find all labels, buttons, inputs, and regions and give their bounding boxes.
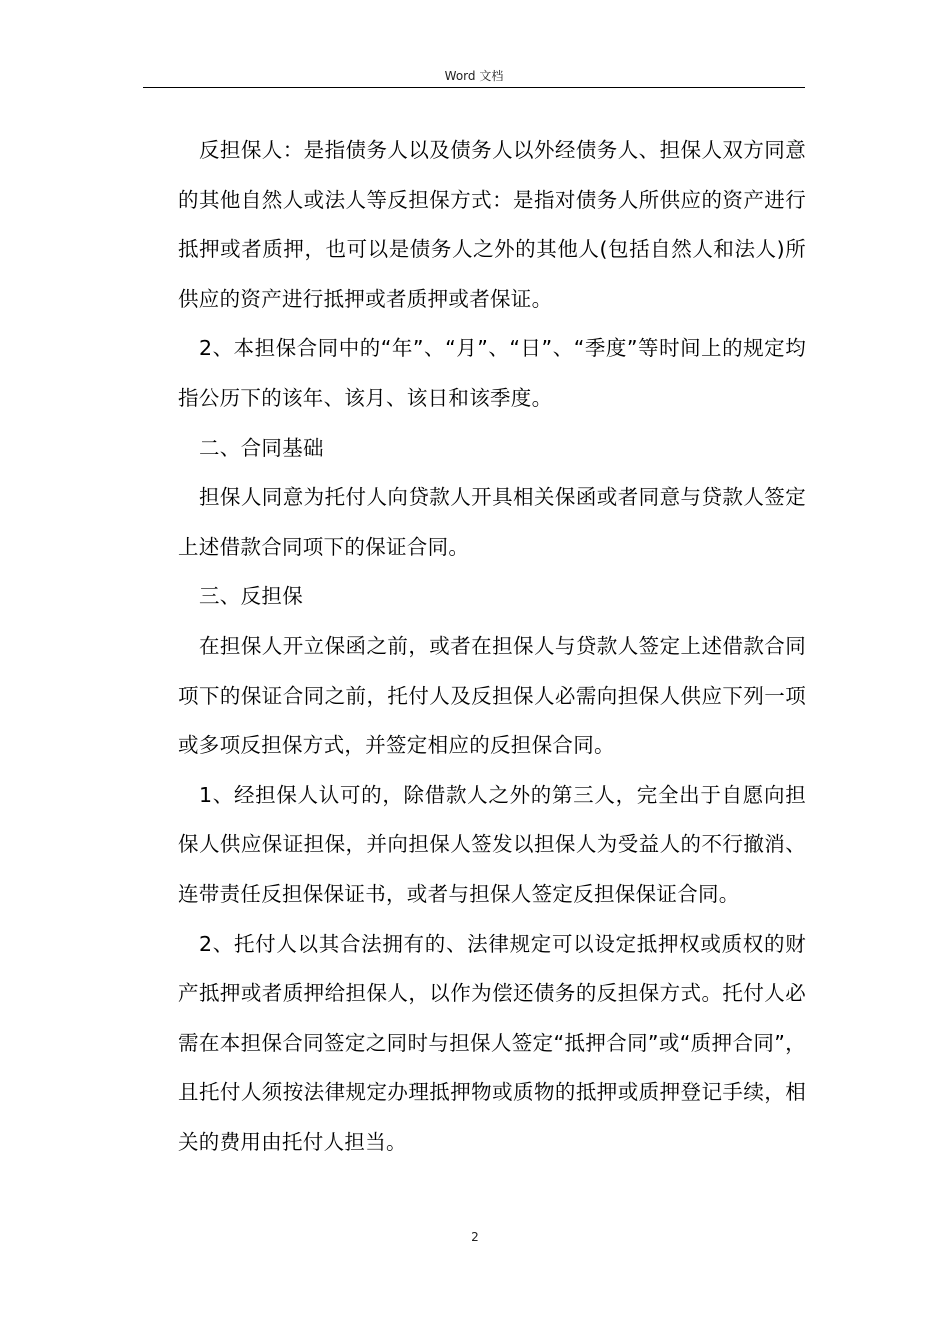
page-number: 2 (471, 1230, 479, 1244)
paragraph-contract-basis: 担保人同意为托付人向贷款人开具相关保函或者同意与贷款人签定上述借款合同项下的保证合同。 (178, 485, 806, 559)
paragraph-counter-guarantor-definition: 反担保人：是指债务人以及债务人以外经债务人、担保人双方同意的其他自然人或法人等反担保方式：是指对债务人所供应的资产进行抵押或者质押，也可以是债务人之外的其他人(包括自然人和法人)所供应的资产进行抵押或者质押或者保证。 (178, 138, 806, 311)
paragraph-item-1-third-party-guarantee: 1、经担保人认可的，除借款人之外的第三人，完全出于自愿向担保人供应保证担保，并向担保人签发以担保人为受益人的不行撤消、连带责任反担保保证书，或者与担保人签定反担保保证合同。 (178, 782, 806, 906)
section-heading-counter-guarantee: 三、反担保 (199, 584, 303, 609)
page-header: Word 文档 (444, 69, 504, 83)
paragraph-item-2-mortgage-pledge: 2、托付人以其合法拥有的、法律规定可以设定抵押权或质权的财产抵押或者质押给担保人，以作为偿还债务的反担保方式。托付人必需在本担保合同签定之同时与担保人签定“抵押合同”或“质押合同”，且托付人须按法律规定办理抵押物或质物的抵押或质押登记手续，相关的费用由托付人担当。 (178, 931, 806, 1154)
document-body (178, 126, 806, 1167)
paragraph-counter-guarantee-intro: 在担保人开立保函之前，或者在担保人与贷款人签定上述借款合同项下的保证合同之前，托付人及反担保人必需向担保人供应下列一项或多项反担保方式，并签定相应的反担保合同。 (178, 633, 806, 758)
section-heading-contract-basis: 二、合同基础 (199, 435, 324, 460)
paragraph-time-definition: 2、本担保合同中的“年”、“月”、“日”、“季度”等时间上的规定均指公历下的该年、该月、该日和该季度。 (178, 336, 806, 410)
header-divider (143, 87, 805, 88)
